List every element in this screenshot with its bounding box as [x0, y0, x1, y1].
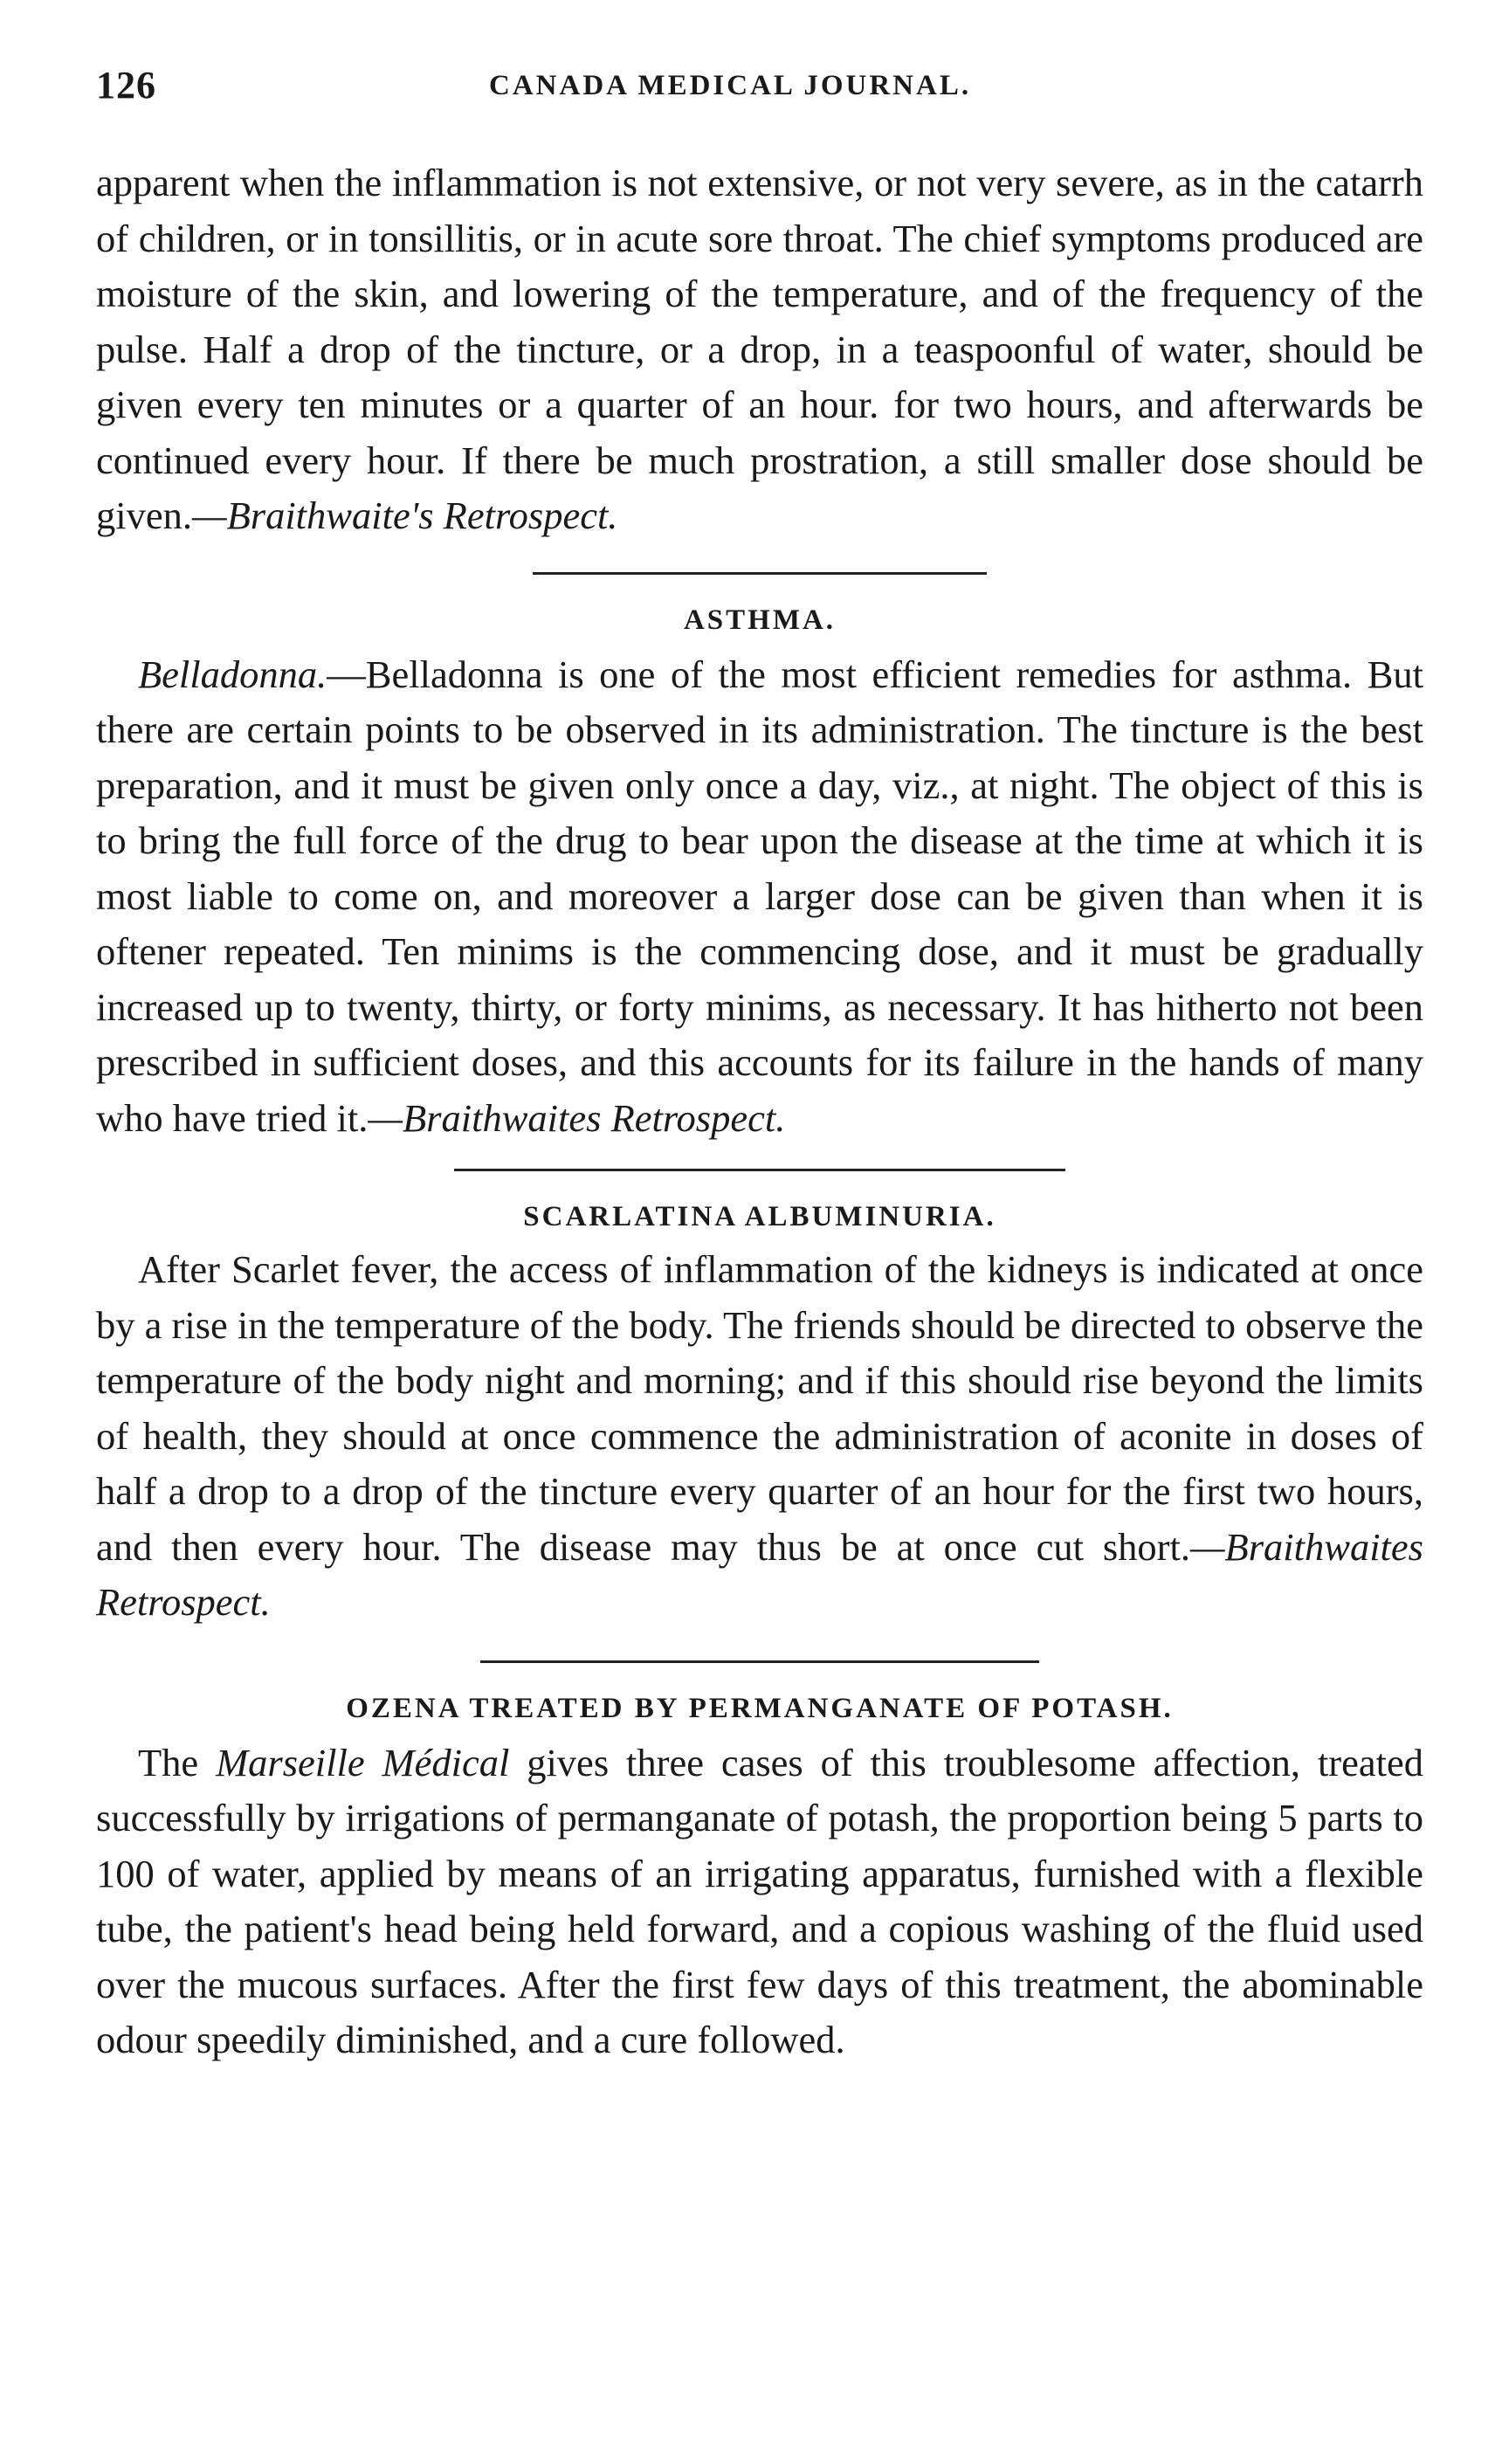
- journal-title: CANADA MEDICAL JOURNAL.: [489, 70, 972, 101]
- scarlatina-source: —Braithwaites Retrospect.: [96, 1524, 1423, 1624]
- section-divider: [533, 572, 987, 575]
- ozena-intro: The: [138, 1740, 217, 1784]
- asthma-text: —Belladonna is one of the most efficient remedies for asthma. But there are certain points to be observed in its administration. The tincture is the best preparation, and it must be given only once a day, viz., at night. The object of this is to bring the full force of the drug to bear upon the disease at the time at which it is most liable to come on, and moreover a larger dose can be given than when it is oftener repeated. Ten minims is the commencing dose, and it must be gradually increased up to twenty, thirty, or forty minims, as necessary. It has hitherto not been prescribed in sufficient doses, and this accounts for its failure in the hands of many who have tried it.: [96, 652, 1423, 1140]
- continuation-text: apparent when the inflammation is not extensive, or not very severe, as in the catarrh of children, or in tonsillitis, or in acute sore throat. The chief symptoms produced are moisture of the skin, and lowering of the temperature, and of the frequency of the pulse. Half a drop of the tincture, or a drop, in a teaspoonful of water, should be given every ten minutes or a quarter of an hour. for two hours, and afterwards be continued every hour. If there be much prostration, a still smaller dose should be given.: [96, 161, 1423, 537]
- ozena-paragraph: [96, 1736, 1423, 2068]
- continuation-source: —Braithwaite's Retrospect.: [192, 493, 618, 537]
- scarlatina-text: After Scarlet fever, the access of inflammation of the kidneys is indicated at once by a rise in the temperature of the body. The friends should be directed to observe the temperature of the body night and morning; and if this should rise beyond the limits of health, they should at once commence the administration of aconite in doses of half a drop to a drop of the tincture every quarter of an hour for the first two hours, and then every hour. The disease may thus be at once cut short.: [96, 1247, 1423, 1569]
- scarlatina-paragraph: [96, 1242, 1423, 1631]
- asthma-lead: Belladonna.: [138, 652, 327, 696]
- running-head: [96, 63, 1423, 115]
- continuation-paragraph: [96, 155, 1423, 544]
- asthma-source: —Braithwaites Retrospect.: [368, 1095, 786, 1140]
- asthma-paragraph: [96, 647, 1423, 1147]
- section-heading-ozena: OZENA TREATED BY PERMANGANATE OF POTASH.: [346, 1692, 1174, 1724]
- section-divider: [454, 1169, 1065, 1171]
- section-divider: [480, 1660, 1039, 1663]
- section-heading-scarlatina: SCARLATINA ALBUMINURIA.: [523, 1201, 996, 1232]
- section-heading-asthma: ASTHMA.: [683, 604, 837, 636]
- ozena-journal: Marseille Médical: [216, 1740, 510, 1784]
- text-column: [96, 155, 1423, 2068]
- ozena-text: gives three cases of this troublesome affection, treated successfully by irrigations of permanganate of potash, the proportion being 5 parts to 100 of water, applied by means of an irrigating apparatus, furnished with a flexible tube, the patient's head being held forward, and a copious washing of the fluid used over the mucous surfaces. After the first few days of this treatment, the abominable odour speedily diminished, and a cure followed.: [96, 1740, 1423, 2061]
- page-number: 126: [96, 64, 156, 107]
